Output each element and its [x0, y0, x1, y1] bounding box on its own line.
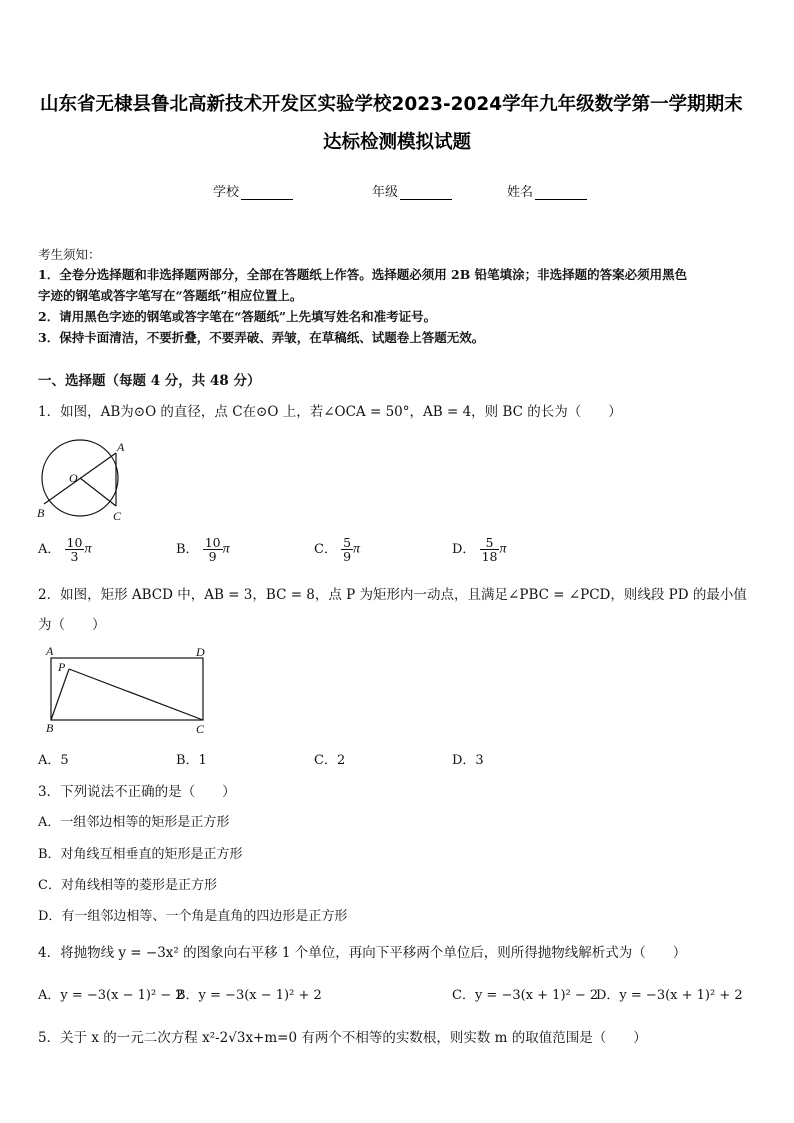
label-b: B	[37, 506, 45, 520]
question-3-option-b[interactable]: B．对角线互相垂直的矩形是正方形	[38, 847, 243, 862]
segment-bp	[51, 669, 69, 720]
question-1-text: 1．如图，AB为⊙O 的直径，点 C在⊙O 上，若∠OCA = 50°，AB = 4，则 BC 的长为（ ）	[38, 404, 622, 420]
label-c: C	[113, 509, 122, 523]
denominator: 9	[208, 549, 217, 565]
question-2-option-d[interactable]: D．3	[452, 753, 484, 768]
question-4-text: 4．将抛物线 y = −3x² 的图象向右平移 1 个单位，再向下平移两个单位后，则所得抛物线解析式为（ ）	[38, 945, 687, 961]
section-heading: 一、选择题（每题 4 分，共 48 分）	[38, 373, 261, 389]
numerator: 10	[204, 535, 221, 550]
question-3-option-c[interactable]: C．对角线相等的菱形是正方形	[38, 878, 217, 893]
school-field	[213, 181, 293, 200]
numerator: 5	[343, 535, 352, 550]
question-2-option-b[interactable]: B．1	[176, 753, 207, 768]
question-4-option-d[interactable]: D．y = −3(x + 1)² + 2	[596, 988, 743, 1003]
label-a: A	[117, 440, 125, 454]
page-title-line2: 达标检测模拟试题	[323, 132, 472, 153]
label-a: A	[46, 644, 54, 658]
option-letter: C．	[314, 542, 337, 558]
school-blank	[241, 186, 293, 200]
label-c: C	[196, 722, 205, 736]
fraction	[341, 536, 353, 563]
numerator: 5	[480, 536, 500, 550]
fraction	[65, 536, 85, 563]
numerator: 10	[66, 535, 83, 550]
question-4-option-a[interactable]: A．y = −3(x − 1)² − 2	[38, 988, 184, 1003]
denominator: 3	[70, 549, 79, 565]
segment-pc	[69, 669, 203, 720]
option-letter: B．	[176, 542, 199, 558]
denominator: 18	[481, 549, 498, 565]
notice-item-2: 2．请用黑色字迹的钢笔或答字笔在“答题纸”上先填写姓名和准考证号。	[38, 309, 437, 324]
question-3-text: 3．下列说法不正确的是（ ）	[38, 784, 236, 800]
question-3-option-d[interactable]: D．有一组邻边相等、一个角是直角的四边形是正方形	[38, 909, 348, 924]
notice-item-1-line-1: 1．全卷分选择题和非选择题两部分，全部在答题纸上作答。选择题必须用 2B 铅笔填涂；非选择题的答案必须用黑色	[38, 267, 688, 282]
pi-symbol: π	[499, 541, 507, 557]
label-d: D	[196, 645, 205, 659]
question-2-rectangle-figure	[40, 644, 215, 736]
notice-item-1-line-2: 字迹的钢笔或答字笔写在“答题纸”相应位置上。	[38, 288, 303, 303]
pi-symbol: π	[353, 541, 361, 557]
label-p: P	[58, 660, 66, 674]
notice-heading: 考生须知：	[38, 247, 101, 262]
question-3-option-a[interactable]: A．一组邻边相等的矩形是正方形	[38, 815, 230, 830]
name-field	[507, 181, 587, 200]
question-4-option-c[interactable]: C．y = −3(x + 1)² − 2	[452, 988, 599, 1003]
question-1-circle-figure	[36, 438, 136, 526]
grade-field	[372, 181, 452, 200]
question-2-option-c[interactable]: C．2	[314, 753, 346, 768]
question-5-text: 5．关于 x 的一元二次方程 x²-2√3x+m=0 有两个不相等的实数根，则实数 m 的取值范围是（ ）	[38, 1030, 647, 1046]
label-b: B	[46, 721, 54, 735]
option-letter: D．	[452, 542, 476, 558]
notice-item-3: 3．保持卡面清洁，不要折叠，不要弄破、弄皱，在草稿纸、试题卷上答题无效。	[38, 330, 485, 345]
question-2-option-a[interactable]: A．5	[38, 753, 69, 768]
school-label: 学校	[213, 185, 240, 200]
grade-blank	[400, 186, 452, 200]
question-1-option-c[interactable]	[314, 536, 360, 563]
name-label: 姓名	[507, 185, 534, 200]
denominator: 9	[343, 549, 352, 565]
pi-symbol: π	[84, 541, 92, 557]
radius-oc	[80, 478, 116, 506]
question-1-option-b[interactable]	[176, 536, 230, 563]
pi-symbol: π	[222, 541, 230, 557]
fraction	[480, 536, 500, 563]
fraction	[203, 536, 223, 563]
question-1-option-a[interactable]	[38, 536, 91, 563]
page-title-line1: 山东省无棣县鲁北高新技术开发区实验学校2023-2024学年九年级数学第一学期期末	[40, 94, 743, 115]
question-4-option-b[interactable]: B．y = −3(x − 1)² + 2	[176, 988, 322, 1003]
question-1-option-d[interactable]	[452, 536, 507, 563]
name-blank	[535, 186, 587, 200]
grade-label: 年级	[372, 185, 399, 200]
label-o: O	[69, 471, 78, 485]
question-2-text-line-2: 为（ ）	[38, 617, 106, 633]
option-letter: A．	[38, 542, 61, 558]
question-2-text-line-1: 2．如图，矩形 ABCD 中，AB = 3，BC = 8，点 P 为矩形内一动点，且满足∠PBC = ∠PCD，则线段 PD 的最小值	[38, 587, 747, 603]
